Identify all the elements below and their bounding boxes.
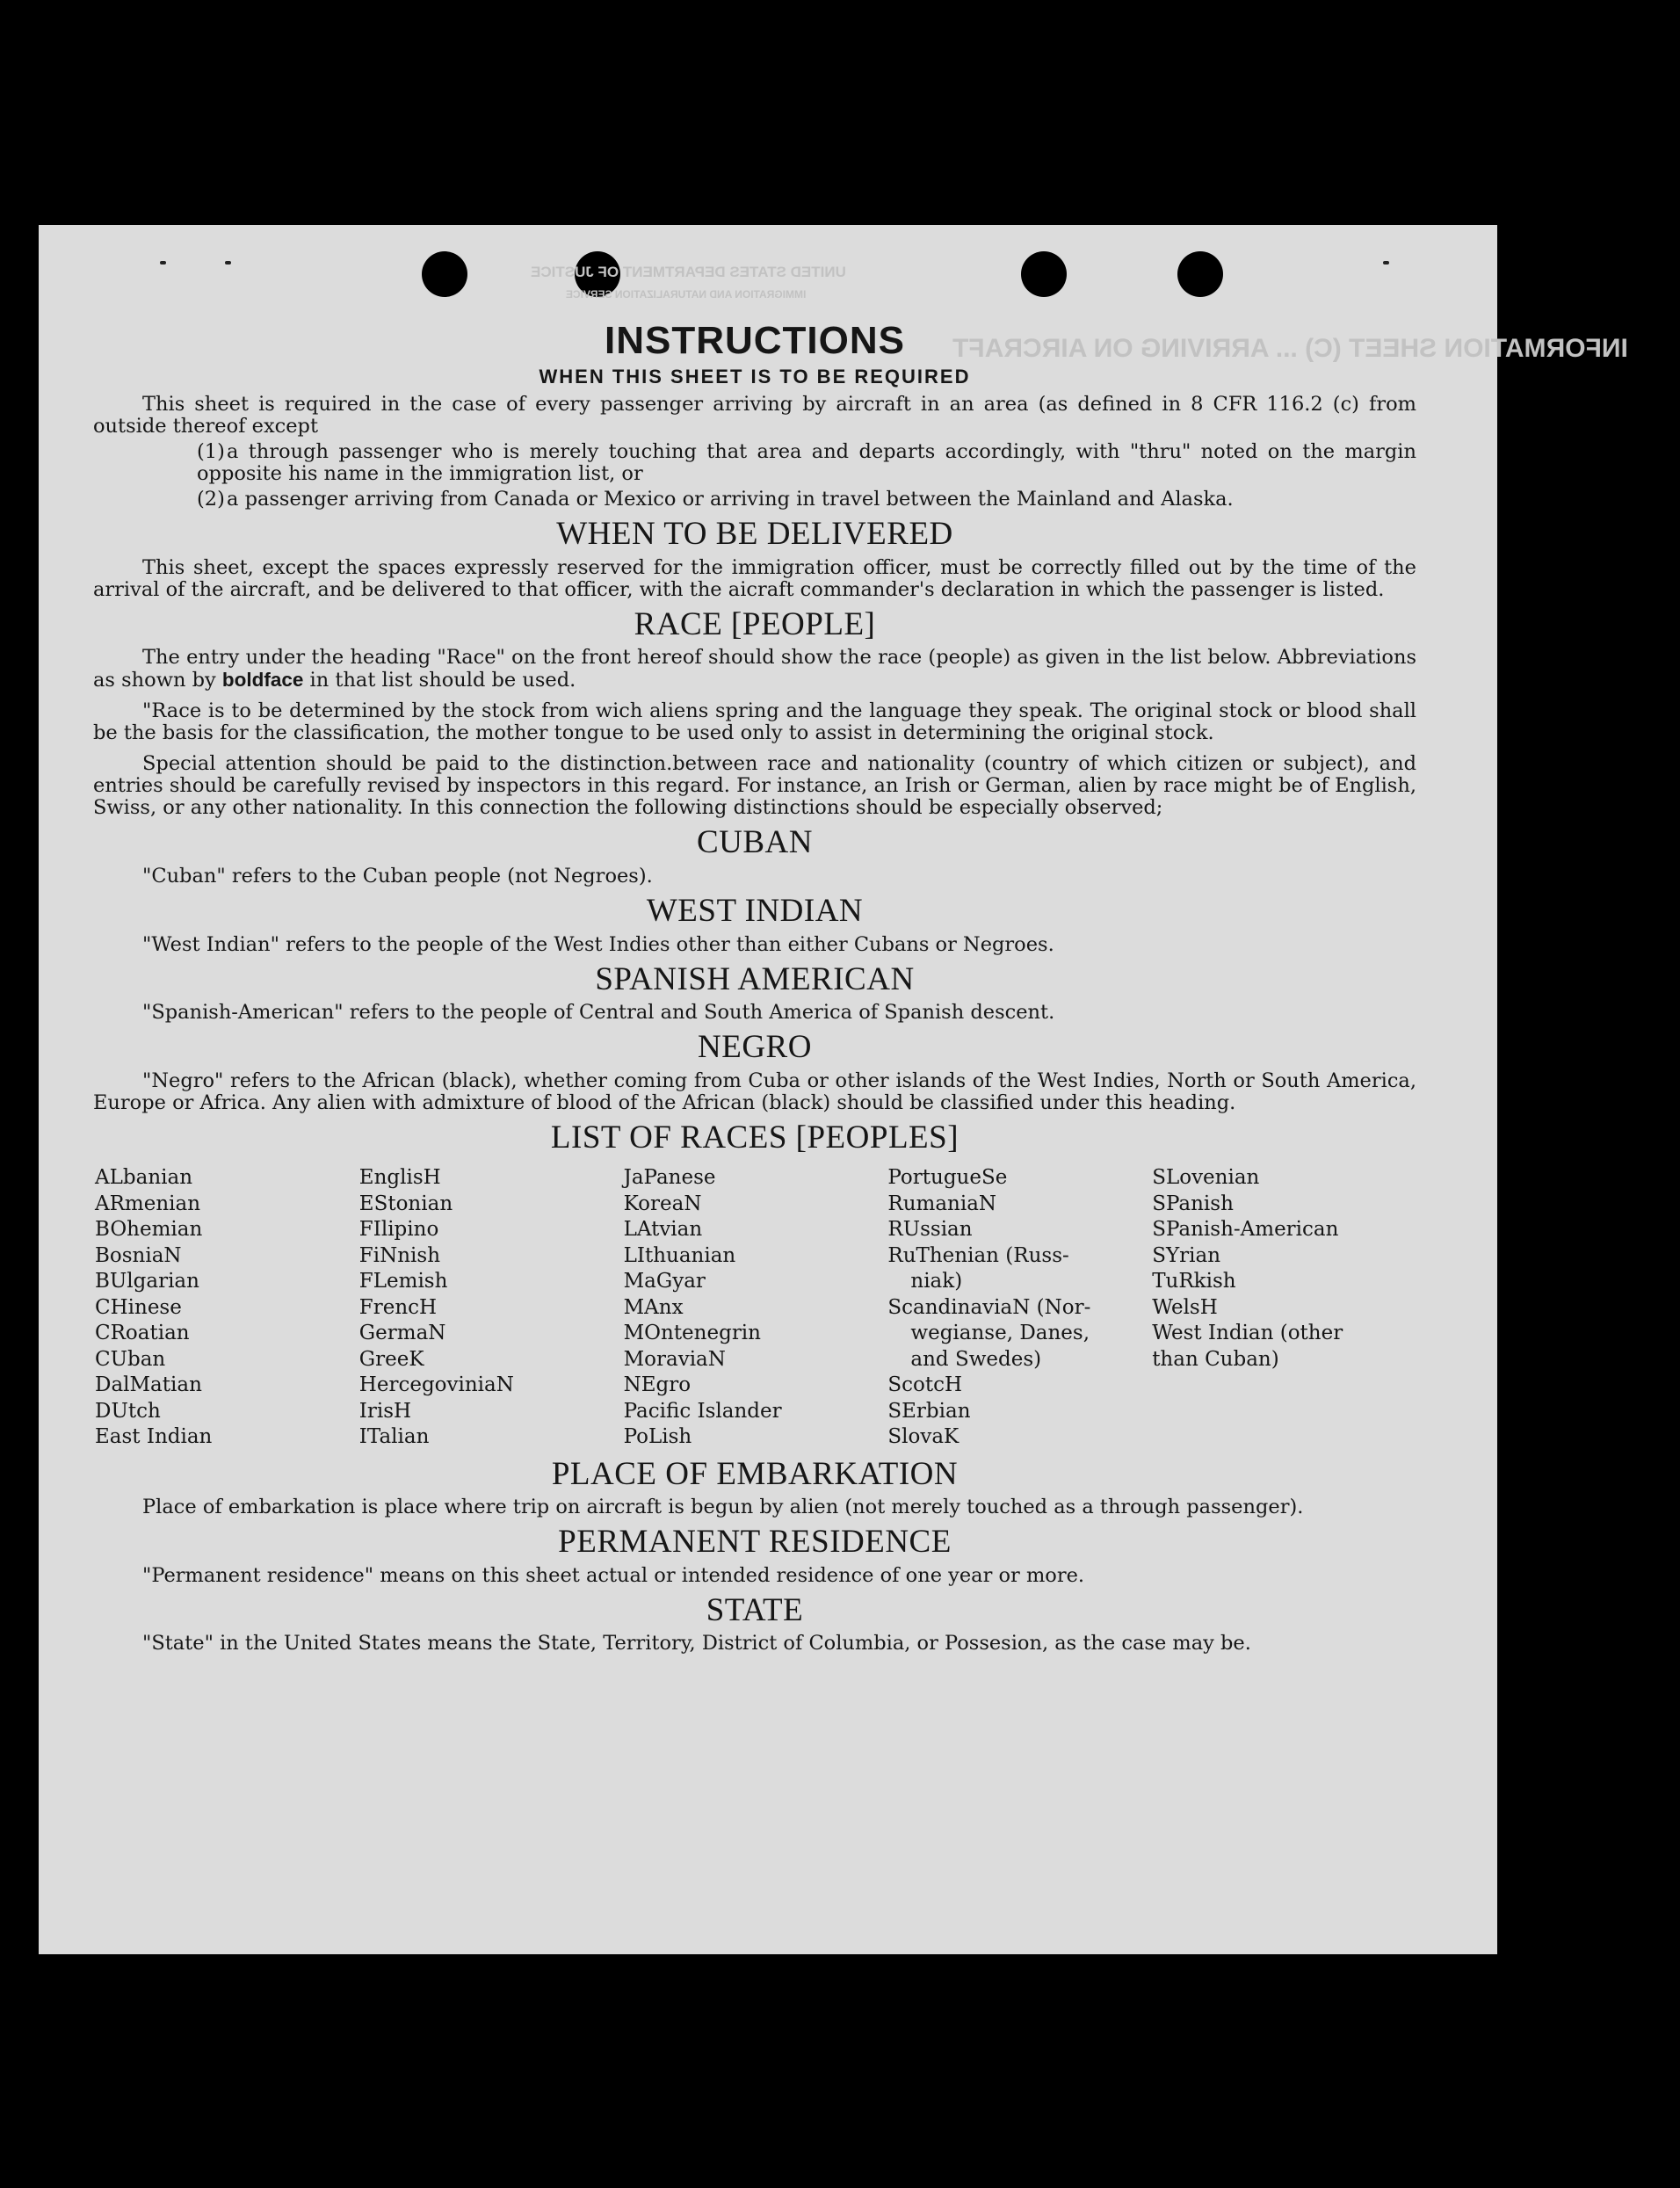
race-entry: NEgro <box>623 1373 692 1397</box>
race-column <box>624 1165 888 1451</box>
paragraph: "West Indian" refers to the people of the West Indies other than either Cubans or Negroes. <box>142 932 1054 956</box>
race-entry: SErbian <box>887 1399 971 1423</box>
bleed-through-line: INFORMATION SHEET (C) ... ARRIVING ON AIRCRAFT <box>952 334 1628 363</box>
section-heading: SPANISH AMERICAN <box>595 960 915 997</box>
race-entry: RuThenian (Russ- <box>887 1243 1069 1267</box>
page-title: INSTRUCTIONS <box>605 319 905 362</box>
race-entry: KoreaN <box>623 1192 702 1215</box>
race-entry: WelsH <box>1152 1295 1218 1319</box>
section-heading: WHEN TO BE DELIVERED <box>556 516 953 553</box>
race-column <box>1152 1165 1416 1451</box>
item-number: (2) <box>197 488 225 511</box>
punch-hole <box>1177 251 1223 297</box>
race-entry: FLemish <box>358 1270 448 1293</box>
race-entry: LAtvian <box>623 1218 703 1242</box>
text-run: The entry under the heading "Race" on the front hereof should show the race (people) as given in the list below. Abbreviations as shown by <box>93 646 1416 692</box>
section-heading: RACE [PEOPLE] <box>634 605 876 642</box>
race-entry: FrencH <box>358 1295 438 1319</box>
text-run: in that list should be used. <box>303 669 576 692</box>
paragraph: Special attention should be paid to the distinction.between race and nationality (country of which citizen or subject), and entries should be carefully revised by inspectors in this regard. For instance, an Irish or German, alien by race might be of English, Swiss, or any other nationality. In this connection the following distinctions should be especially observed; <box>93 752 1416 820</box>
race-entry: PoLish <box>623 1425 692 1449</box>
punch-hole <box>422 251 467 297</box>
race-entry: SlovaK <box>887 1425 959 1449</box>
race-entry: PortugueSe <box>887 1166 1008 1190</box>
race-entry: West Indian (other <box>1152 1322 1343 1345</box>
race-entry: wegianse, Danes, <box>910 1322 1090 1345</box>
race-entry: BOhemian <box>95 1218 203 1242</box>
race-entry: CHinese <box>95 1295 182 1319</box>
race-entry: FIlipino <box>358 1218 439 1242</box>
race-entry: Pacific Islander <box>623 1399 782 1423</box>
race-column <box>95 1165 359 1451</box>
race-entry: TuRkish <box>1152 1270 1236 1293</box>
race-entry: ARmenian <box>95 1192 201 1215</box>
paragraph: "Spanish-American" refers to the people of Central and South America of Spanish descent. <box>142 1001 1055 1025</box>
race-entry: SPanish <box>1152 1192 1234 1215</box>
race-entry: IrisH <box>358 1399 412 1423</box>
document-sheet <box>39 225 1628 1954</box>
paragraph: This sheet, except the spaces expressly reserved for the immigration officer, must be correctly filled out by the time of the arrival of the aircraft, and be delivered to that officer, with the aicraft commander's declaration in which the passenger is listed. <box>93 555 1416 601</box>
race-entry: SLovenian <box>1152 1166 1260 1190</box>
paragraph: "State" in the United States means the State, Territory, District of Columbia, or Possesion, as the case may be. <box>142 1632 1251 1655</box>
bleed-through-line: UNITED STATES DEPARTMENT OF JUSTICE <box>531 264 846 280</box>
race-column <box>887 1165 1152 1451</box>
race-entry: BUlgarian <box>95 1270 199 1293</box>
section-heading: CUBAN <box>696 824 814 861</box>
race-entry: EnglisH <box>358 1166 441 1190</box>
item-number: (1) <box>197 440 225 464</box>
race-entry: niak) <box>910 1270 963 1293</box>
race-entry: MoraviaN <box>623 1347 726 1371</box>
boldface-word: boldface <box>221 669 304 692</box>
race-entry: MaGyar <box>623 1270 706 1293</box>
race-entry: RumaniaN <box>887 1192 997 1215</box>
section-heading: STATE <box>706 1591 804 1628</box>
race-entry: CUban <box>95 1347 166 1371</box>
race-entry: MOntenegrin <box>623 1322 761 1345</box>
section-heading: PERMANENT RESIDENCE <box>558 1524 952 1561</box>
race-entry: HercegovinіaN <box>358 1373 514 1397</box>
section-heading: WHEN THIS SHEET IS TO BE REQUIRED <box>539 366 971 388</box>
race-entry: CRoatian <box>95 1322 190 1345</box>
section-heading: PLACE OF EMBARKATION <box>551 1455 959 1492</box>
paragraph: "Negro" refers to the African (black), whether coming from Cuba or other islands of the West Indies, North or South America, Europe or Africa. Any alien with admixture of blood of the African (black) should be classified under this heading. <box>93 1069 1416 1114</box>
list-item <box>197 489 1416 511</box>
paragraph: "Cuban" refers to the Cuban people (not Negroes). <box>142 865 653 888</box>
race-entry: FiNnish <box>358 1243 441 1267</box>
paragraph: This sheet is required in the case of every passenger arriving by aircraft in an area (as defined in 8 CFR 116.2 (c) from outside thereof except <box>93 393 1416 438</box>
race-entry: LIthuanian <box>623 1243 736 1267</box>
race-entry: ITalian <box>358 1425 430 1449</box>
bleed-through-line: IMMIGRATION AND NATURALIZATION SERVICE <box>566 288 807 301</box>
race-column <box>359 1165 624 1451</box>
item-text: a passenger arriving from Canada or Mexico or arriving in travel between the Mainland and Alaska. <box>227 488 1234 511</box>
item-text: a through passenger who is merely touching that area and departs accordingly, with "thru" noted on the margin opposite his name in the immigration list, or <box>197 440 1416 486</box>
race-entry: ALbanian <box>95 1166 193 1190</box>
paragraph: "Permanent residence" means on this sheet actual or intended residence of one year or more. <box>142 1563 1085 1587</box>
race-entry: GermaN <box>358 1322 446 1345</box>
race-entry: and Swedes) <box>910 1347 1042 1371</box>
race-entry: BosniaN <box>95 1243 182 1267</box>
race-entry: SYrian <box>1152 1243 1221 1267</box>
race-entry: than Cuban) <box>1152 1347 1279 1371</box>
race-entry: GreeK <box>358 1347 424 1371</box>
section-heading: WEST INDIAN <box>646 893 864 930</box>
race-entry: ScandinaviaN (Nor- <box>887 1295 1091 1319</box>
race-entry: East Indian <box>95 1425 213 1449</box>
paragraph <box>93 647 1416 692</box>
instructions-content <box>93 320 1416 1658</box>
race-entry: JaPanese <box>623 1166 716 1190</box>
race-entry: DalMatian <box>95 1373 202 1397</box>
race-entry: RUssian <box>887 1218 973 1242</box>
race-entry: ScotcH <box>887 1373 963 1397</box>
section-heading: LIST OF RACES [PEOPLES] <box>550 1119 959 1156</box>
speck <box>1383 261 1389 264</box>
section-heading: NEGRO <box>698 1029 812 1066</box>
speck <box>225 261 231 264</box>
speck <box>160 261 166 264</box>
race-entry: EStonian <box>358 1192 453 1215</box>
race-entry: MAnx <box>623 1295 684 1319</box>
paragraph: Place of embarkation is place where trip on aircraft is begun by alien (not merely touched as a through passenger). <box>142 1496 1304 1519</box>
race-entry: SPanish-American <box>1152 1218 1339 1242</box>
race-entry: DUtch <box>95 1399 161 1423</box>
race-list <box>95 1165 1416 1451</box>
list-item <box>197 441 1416 485</box>
punch-hole <box>1021 251 1067 297</box>
paragraph: "Race is to be determined by the stock from wich aliens spring and the language they speak. The original stock or blood shall be the basis for the classification, the mother tongue to be used only to assist in determining the original stock. <box>93 699 1416 745</box>
